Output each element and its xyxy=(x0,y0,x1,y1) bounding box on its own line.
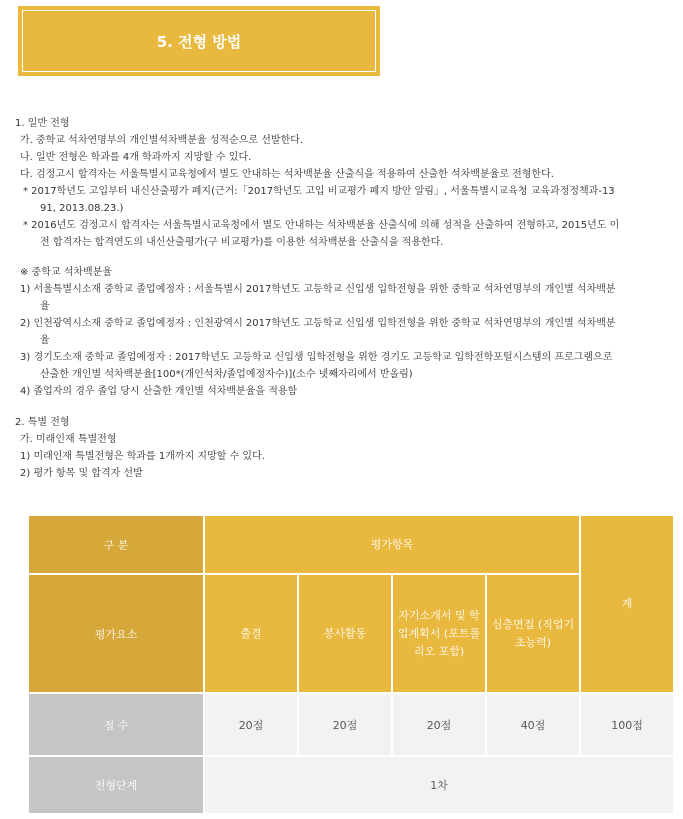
stage-value: 1차 xyxy=(204,756,674,814)
percentile-heading: ※ 중학교 석차백분율 xyxy=(20,267,113,278)
list-item: 4) 졸업자의 경우 졸업 당시 산출한 개인별 석차백분율을 적용함 xyxy=(20,386,298,397)
list-item: 1) 서울특별시소재 중학교 졸업예정자 : 서울특별시 2017학년도 고등학교 신입생 입학전형을 위한 중학교 석차연명부의 개인별 석차백분 xyxy=(20,284,616,295)
list-item: 1) 미래인재 특별전형은 학과를 1개까지 지망할 수 있다. xyxy=(20,451,265,462)
element-volunteer: 봉사활동 xyxy=(298,574,392,693)
list-item: 2) 인천광역시소재 중학교 졸업예정자 : 인천광역시 2017학년도 고등학교 신입생 입학전형을 위한 중학교 석차연명부의 개인별 석차백분 xyxy=(20,318,616,329)
eval-elements-label: 평가요소 xyxy=(28,574,204,693)
category-header: 구 분 xyxy=(28,515,204,574)
score-label: 점 수 xyxy=(28,693,204,756)
list-item-continued: 율 xyxy=(40,301,50,312)
element-interview: 심층면접 (직업기초능력) xyxy=(486,574,580,693)
stage-label: 전형단계 xyxy=(28,756,204,814)
special-sub-heading: 가. 미래인재 특별전형 xyxy=(20,434,117,445)
score-value: 40점 xyxy=(486,693,580,756)
note-line: * 2017학년도 고입부터 내신산출평가 폐지(근거:「2017학년도 고입 비교평가 폐지 방안 알림」, 서울특별시교육청 교육과정정책과-13 xyxy=(23,186,615,197)
evaluation-table xyxy=(27,514,675,815)
score-value: 20점 xyxy=(204,693,298,756)
note-line-continued: 91, 2013.08.23.) xyxy=(40,203,124,214)
list-item-continued: 율 xyxy=(40,335,50,346)
banner-title: 5. 전형 방법 xyxy=(22,10,376,72)
special-admission-heading: 2. 특별 전형 xyxy=(15,417,70,428)
list-item: 나. 일반 전형은 학과를 4개 학과까지 지망할 수 있다. xyxy=(20,152,252,163)
list-item: 3) 경기도소재 중학교 졸업예정자 : 2017학년도 고등학교 신입생 입학전형을 위한 경기도 고등학교 입학전학포털시스템의 프로그램으로 xyxy=(20,352,613,363)
list-item: 가. 중학교 석차연명부의 개인별석차백분율 성적순으로 선발한다. xyxy=(20,135,304,146)
note-line: * 2016년도 검정고시 합격자는 서울특별시교육청에서 별도 안내하는 석차백분율 산출식에 의해 성적을 산출하여 전형하고, 2015년도 이 xyxy=(23,220,620,231)
score-total: 100점 xyxy=(580,693,674,756)
total-header: 계 xyxy=(580,515,674,693)
section-banner xyxy=(18,6,380,76)
document-body xyxy=(15,115,675,482)
list-item: 다. 검정고시 합격자는 서울특별시교육청에서 별도 안내하는 석차백분율 산출식을 적용하여 산출한 석차백분율로 전형한다. xyxy=(20,169,554,180)
score-value: 20점 xyxy=(298,693,392,756)
score-value: 20점 xyxy=(392,693,486,756)
eval-items-header: 평가항목 xyxy=(204,515,580,574)
element-attendance: 출결 xyxy=(204,574,298,693)
element-essay: 자기소개서 및 학업계획서 (포트폴리오 포함) xyxy=(392,574,486,693)
general-admission-heading: 1. 일반 전형 xyxy=(15,118,70,129)
list-item: 2) 평가 항목 및 합격자 선발 xyxy=(20,468,143,479)
note-line-continued: 전 합격자는 합격연도의 내신산출평가(구 비교평가)를 이용한 석차백분율 산출식을 적용한다. xyxy=(40,237,444,248)
list-item-continued: 산출한 개인별 석차백분율[100*(개인석차/졸업예정자수)](소수 넷째자리에서 반올림) xyxy=(40,369,413,380)
